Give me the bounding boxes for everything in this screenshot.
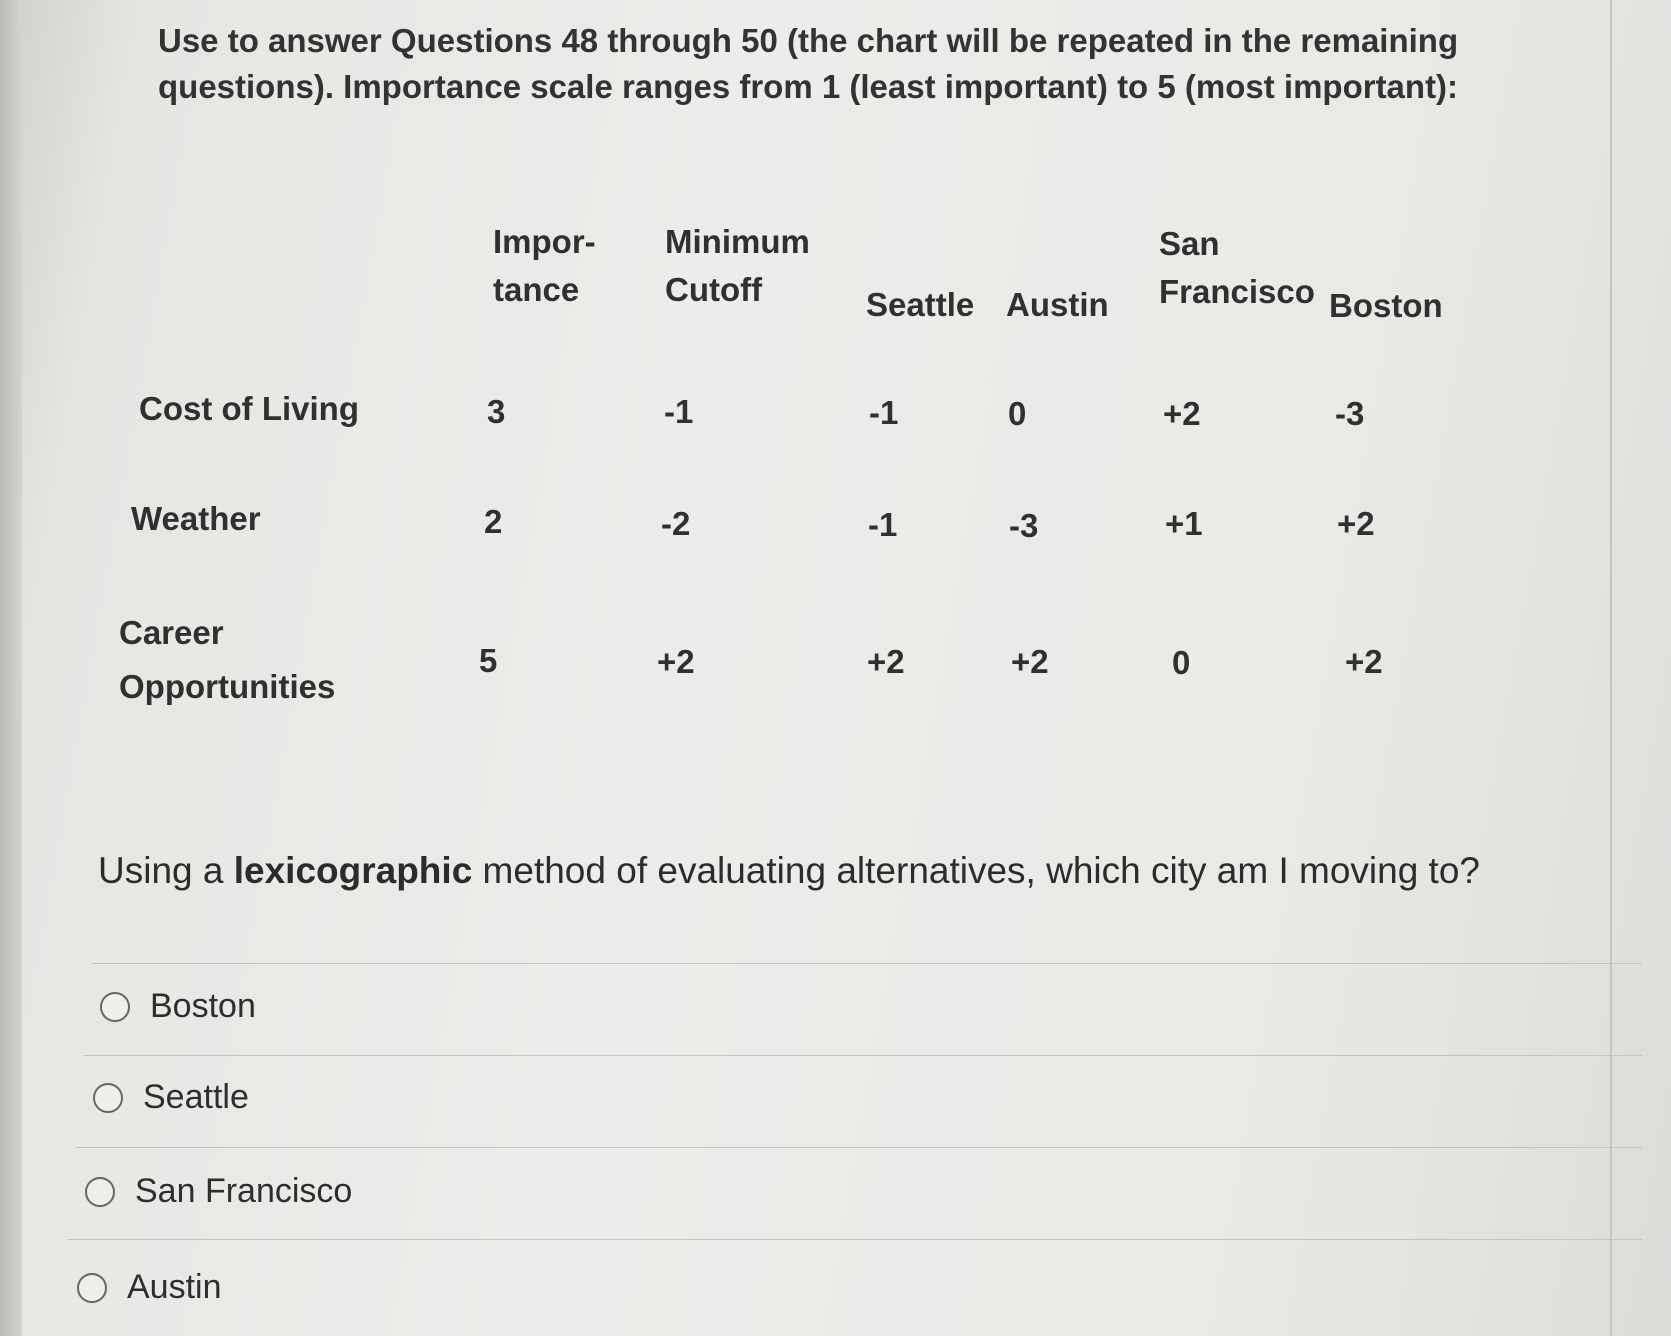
radio-button[interactable] xyxy=(85,1177,115,1207)
row-label-cost-of-living: Cost of Living xyxy=(139,390,359,427)
cell-boston: -3 xyxy=(1335,395,1365,432)
header-sf-line2: Francisco xyxy=(1159,273,1315,310)
cell-san-francisco: +1 xyxy=(1165,505,1203,542)
header-cutoff-line2: Cutoff xyxy=(665,271,763,308)
cell-cutoff: -1 xyxy=(664,393,694,430)
cell-san-francisco: 0 xyxy=(1172,644,1191,681)
option-boston[interactable] xyxy=(100,987,256,1026)
header-seattle: Seattle xyxy=(866,286,975,323)
cell-austin: +2 xyxy=(1011,643,1049,680)
cell-seattle: -1 xyxy=(869,394,899,431)
question-text xyxy=(98,850,1480,892)
question-bold-term: lexicographic xyxy=(233,850,473,891)
cell-boston: +2 xyxy=(1337,505,1375,542)
cell-austin: 0 xyxy=(1008,395,1027,432)
row-label-career-opportunities xyxy=(119,606,335,714)
option-austin[interactable] xyxy=(77,1268,222,1307)
radio-button[interactable] xyxy=(77,1273,107,1303)
cell-san-francisco: +2 xyxy=(1163,395,1201,432)
header-minimum-cutoff xyxy=(665,218,810,314)
option-seattle[interactable] xyxy=(93,1078,249,1117)
row-label-line1: Career xyxy=(119,614,224,651)
cell-seattle: +2 xyxy=(867,643,905,680)
option-label: Boston xyxy=(150,987,256,1025)
page-edge-shadow xyxy=(0,0,22,1336)
divider xyxy=(76,1147,1642,1148)
cell-importance: 2 xyxy=(484,503,503,540)
content-border xyxy=(1610,0,1612,1336)
radio-button[interactable] xyxy=(100,992,130,1022)
header-importance-line1: Impor- xyxy=(493,223,596,260)
divider xyxy=(68,1239,1642,1240)
header-sf-line1: San xyxy=(1159,225,1220,262)
cell-boston: +2 xyxy=(1345,643,1383,680)
header-san-francisco xyxy=(1159,220,1315,316)
radio-button[interactable] xyxy=(93,1083,123,1113)
header-importance xyxy=(493,218,596,314)
cell-importance: 3 xyxy=(487,393,506,430)
cell-cutoff: -2 xyxy=(661,505,691,542)
row-label-line2: Opportunities xyxy=(119,668,336,705)
cell-importance: 5 xyxy=(479,642,498,679)
option-label: Austin xyxy=(127,1268,222,1306)
option-label: San Francisco xyxy=(135,1172,353,1210)
row-label-weather: Weather xyxy=(131,500,261,537)
divider xyxy=(92,963,1642,964)
header-importance-line2: tance xyxy=(493,271,580,308)
option-label: Seattle xyxy=(143,1078,249,1116)
divider xyxy=(84,1055,1642,1056)
cell-cutoff: +2 xyxy=(657,643,695,680)
header-cutoff-line1: Minimum xyxy=(665,223,810,260)
instructions-text: Use to answer Questions 48 through 50 (the chart will be repeated in the remaining questions). Importance scale ranges from 1 (least important) to 5 (most important): xyxy=(158,22,1459,105)
header-boston: Boston xyxy=(1329,287,1443,324)
question-prefix: Using a xyxy=(98,850,234,891)
cell-seattle: -1 xyxy=(868,506,898,543)
question-suffix: method of evaluating alternatives, which city am I moving to? xyxy=(472,850,1480,891)
cell-austin: -3 xyxy=(1009,507,1039,544)
option-san-francisco[interactable] xyxy=(85,1172,352,1211)
header-austin: Austin xyxy=(1006,286,1109,323)
